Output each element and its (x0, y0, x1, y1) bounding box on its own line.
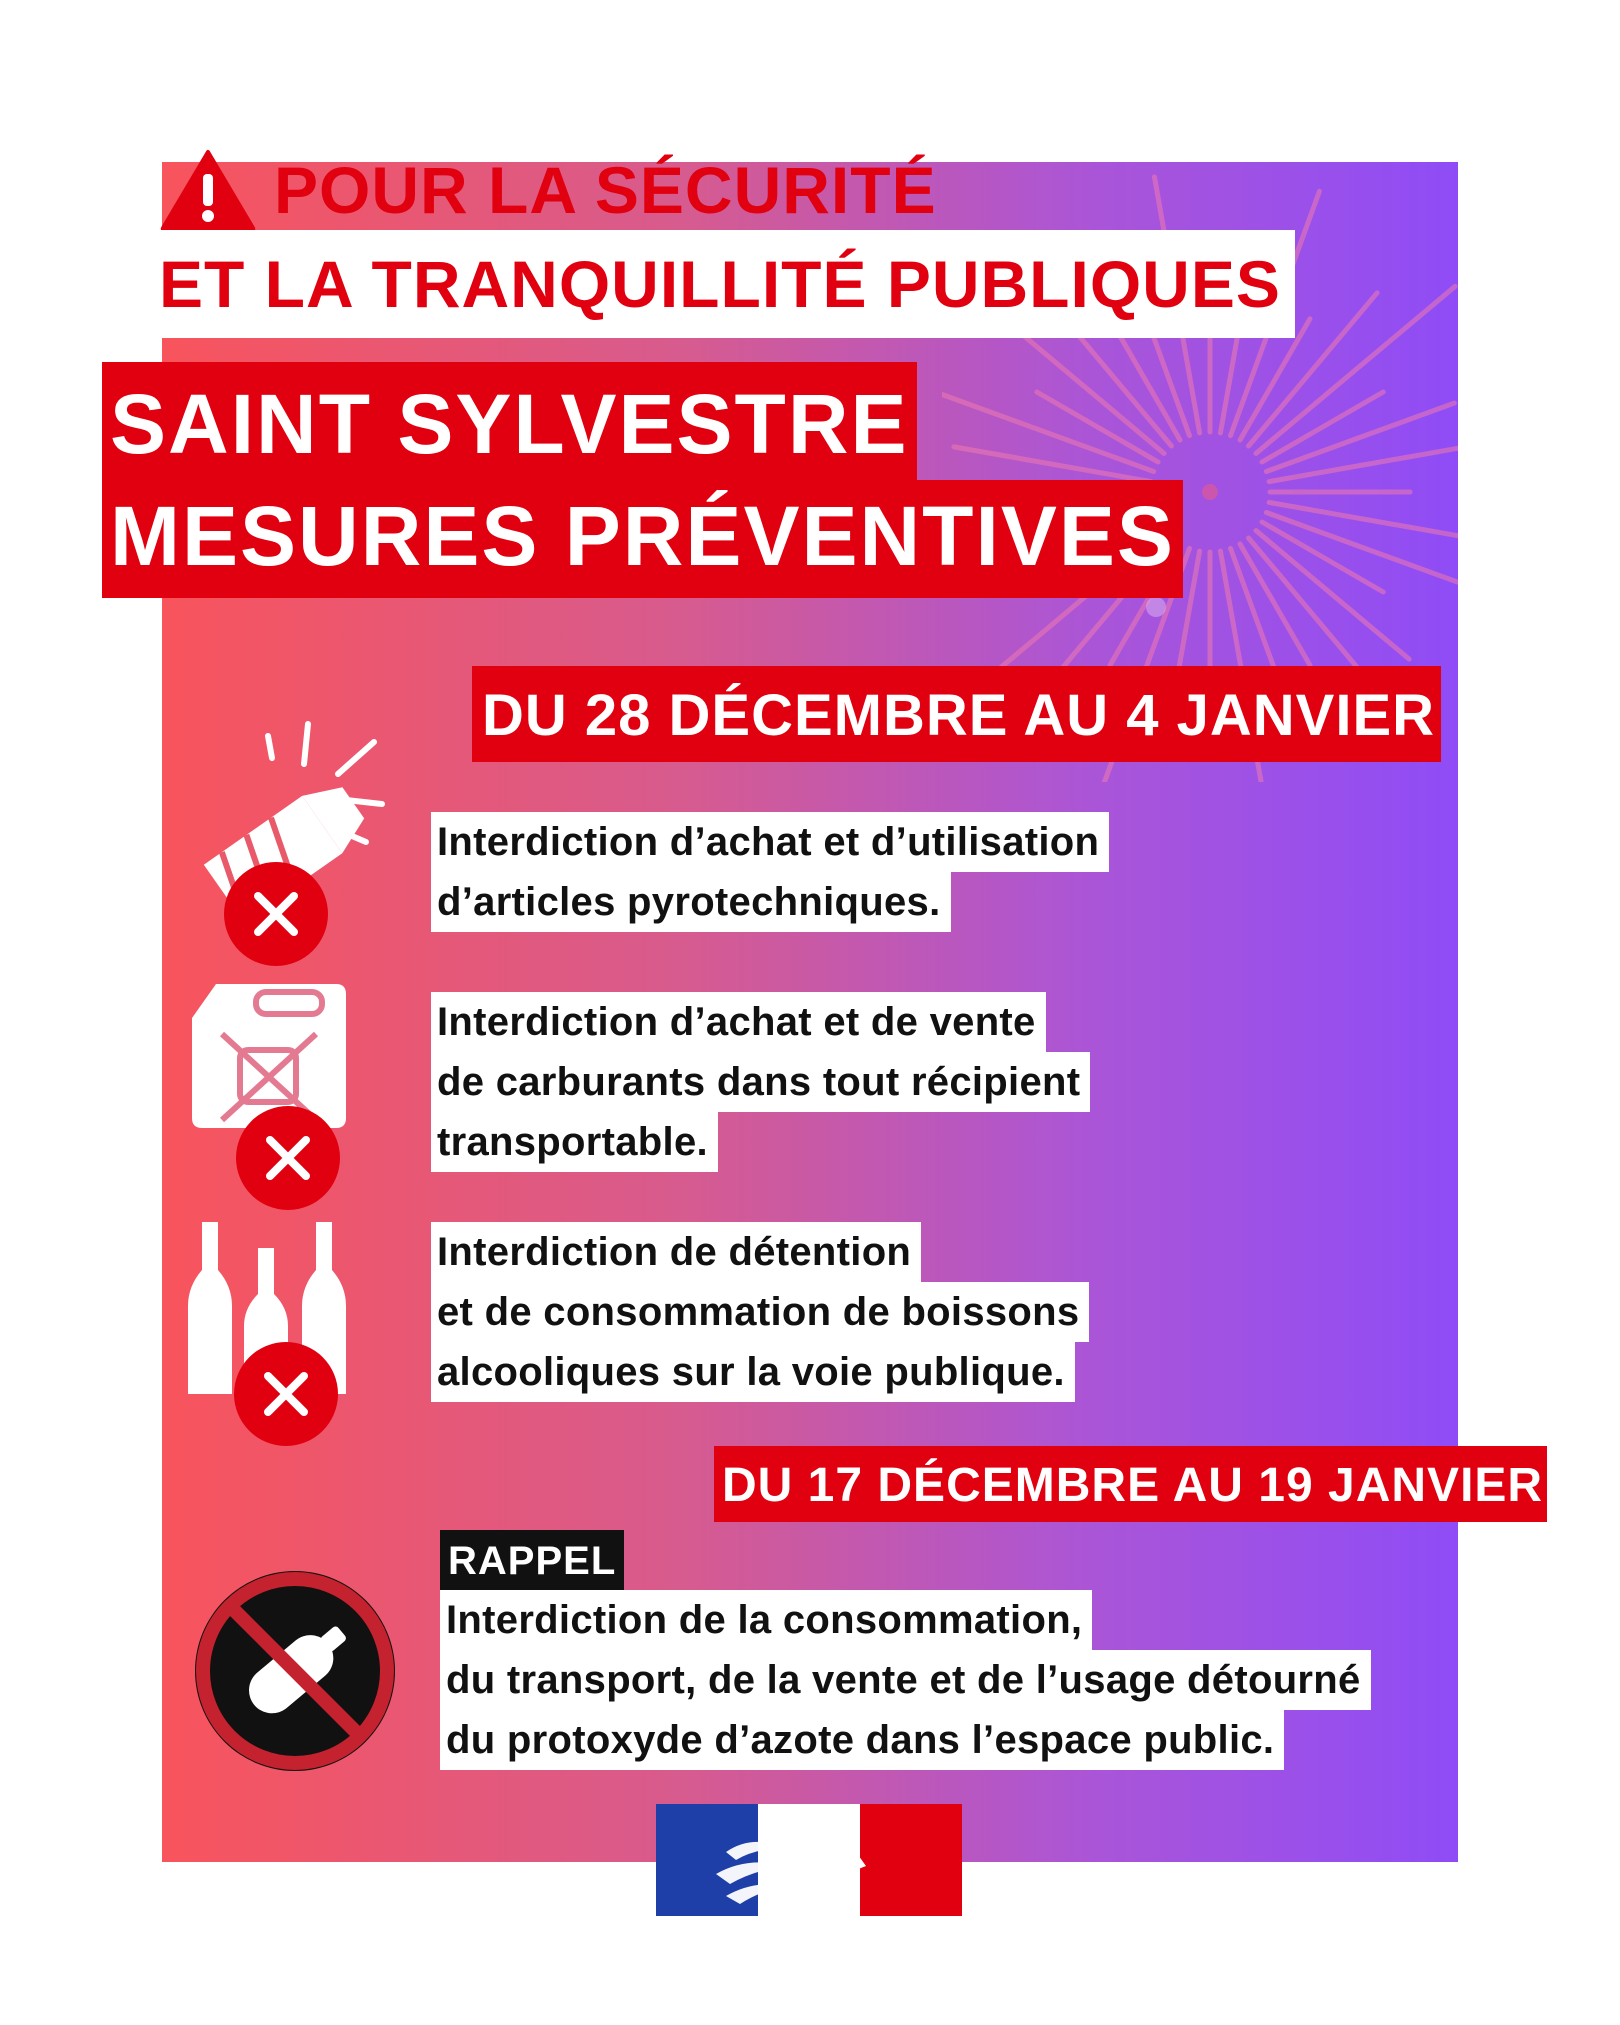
item-text-line: Interdiction d’achat et de vente (431, 992, 1046, 1052)
restriction-item-pyrotechnics (431, 812, 1109, 932)
firework-ray (1266, 403, 1454, 471)
item-text-line: Interdiction d’achat et d’utilisation (431, 812, 1109, 872)
nitrous-oxide-forbidden-icon (190, 1566, 400, 1776)
banner-title-line-1: SAINT SYLVESTRE (102, 362, 917, 480)
firework-ray (954, 447, 1151, 482)
banner-title-line-2: MESURES PRÉVENTIVES (102, 480, 1183, 598)
item-text-line: du protoxyde d’azote dans l’espace public. (440, 1710, 1284, 1770)
item-text-line: Interdiction de la consommation, (440, 1590, 1092, 1650)
restriction-item-nitrous-oxide (440, 1590, 1371, 1770)
firework-ray (1269, 502, 1458, 537)
item-text-line: du transport, de la vente et de l’usage détourné (440, 1650, 1371, 1710)
period-2-date-label: DU 17 DÉCEMBRE AU 19 JANVIER (714, 1446, 1547, 1522)
item-text-line: transportable. (431, 1112, 718, 1172)
firework-forbidden-icon (170, 718, 390, 970)
firework-ray (1266, 513, 1458, 602)
header-title-line-2: ET LA TRANQUILLITÉ PUBLIQUES (153, 230, 1295, 338)
header-line-1 (160, 138, 1010, 236)
item-text-line: de carburants dans tout récipient (431, 1052, 1090, 1112)
restriction-item-fuel (431, 992, 1090, 1172)
jerrycan-forbidden-icon (186, 978, 356, 1210)
restriction-item-alcohol (431, 1222, 1089, 1402)
item-text-line: d’articles pyrotechniques. (431, 872, 951, 932)
rappel-badge: RAPPEL (440, 1530, 624, 1590)
item-text-line: alcooliques sur la voie publique. (431, 1342, 1075, 1402)
item-text-line: et de consommation de boissons (431, 1282, 1089, 1342)
item-text-line: Interdiction de détention (431, 1222, 921, 1282)
header-title-line-1: POUR LA SÉCURITÉ (274, 153, 937, 227)
period-1-date-label: DU 28 DÉCEMBRE AU 4 JANVIER (472, 666, 1441, 762)
warning-triangle-icon (160, 148, 256, 232)
bottles-forbidden-icon (188, 1222, 368, 1450)
republique-francaise-marianne-logo (656, 1804, 962, 1916)
